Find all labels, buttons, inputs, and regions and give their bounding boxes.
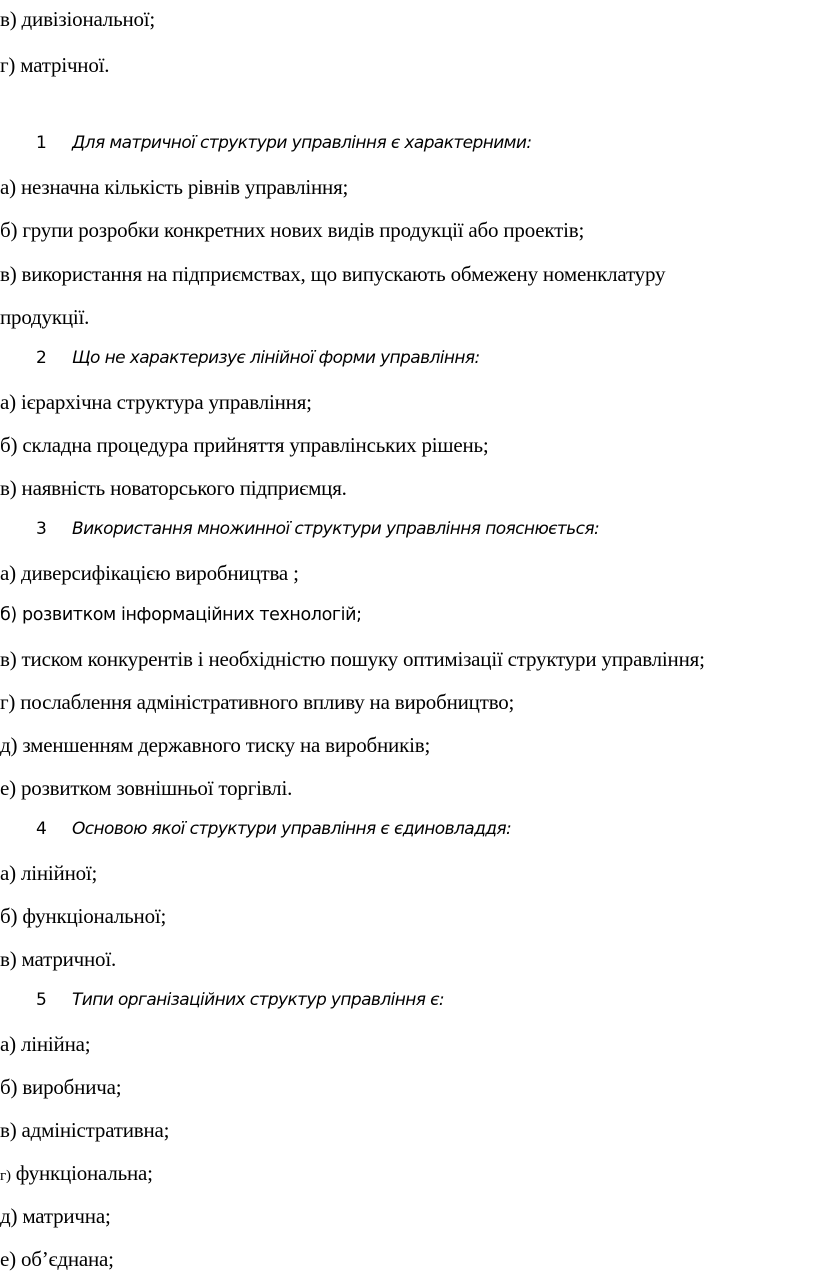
answer-line: б) складна процедура прийняття управлінських рішень; bbox=[0, 433, 489, 457]
question-3 bbox=[36, 516, 599, 542]
question-text: Основою якої структури управління є єдиновладдя: bbox=[72, 819, 512, 839]
answer-line: в) дивізіональної; bbox=[0, 7, 156, 31]
answer-line: е) розвитком зовнішньої торгівлі. bbox=[0, 776, 293, 800]
answer-line: в) наявність новаторського підприємця. bbox=[0, 476, 347, 500]
answer-line: г) матрічної. bbox=[0, 53, 110, 77]
answer-line: а) незначна кількість рівнів управління; bbox=[0, 175, 349, 199]
answer-line: а) диверсифікацією виробництва ; bbox=[0, 561, 299, 585]
answer-line: а) лінійна; bbox=[0, 1032, 91, 1056]
question-number: 5 bbox=[36, 990, 47, 1010]
answer-line: е) об’єднана; bbox=[0, 1247, 114, 1271]
answer-line: д) матрична; bbox=[0, 1204, 111, 1228]
question-number: 2 bbox=[36, 348, 47, 368]
answer-line bbox=[0, 1160, 153, 1189]
question-2 bbox=[36, 345, 480, 371]
answer-line: в) тиском конкурентів і необхідністю пошуку оптимізації структури управління; bbox=[0, 647, 705, 671]
question-text: Типи організаційних структур управління є: bbox=[72, 990, 445, 1010]
question-number: 1 bbox=[36, 133, 47, 153]
answer-line: в) використання на підприємствах, що випускають обмежену номенклатуру bbox=[0, 262, 666, 286]
answer-line: а) ієрархічна структура управління; bbox=[0, 390, 312, 414]
question-number: 3 bbox=[36, 519, 47, 539]
question-text: Для матричної структури управління є характерними: bbox=[72, 133, 532, 153]
question-5 bbox=[36, 987, 444, 1013]
question-1 bbox=[36, 130, 531, 156]
answer-line: д) зменшенням державного тиску на виробників; bbox=[0, 733, 431, 757]
answer-line: г) послаблення адміністративного впливу на виробництво; bbox=[0, 690, 515, 714]
answer-line: б) групи розробки конкретних нових видів продукції або проектів; bbox=[0, 218, 585, 242]
question-4 bbox=[36, 816, 511, 842]
answer-line: б) виробнича; bbox=[0, 1075, 122, 1099]
answer-line: в) адміністративна; bbox=[0, 1118, 170, 1142]
answer-line: б) функціональної; bbox=[0, 904, 167, 928]
answer-line: продукції. bbox=[0, 305, 90, 329]
answer-line: в) матричної. bbox=[0, 947, 117, 971]
answer-line: б) розвитком інформаційних технологій; bbox=[0, 605, 362, 625]
answer-prefix: г) bbox=[0, 1168, 11, 1184]
answer-text: функціональна; bbox=[10, 1161, 153, 1185]
answer-line: а) лінійної; bbox=[0, 861, 98, 885]
question-text: Використання множинної структури управління пояснюється: bbox=[72, 519, 600, 539]
question-number: 4 bbox=[36, 819, 47, 839]
question-text: Що не характеризує лінійної форми управління: bbox=[72, 348, 480, 368]
